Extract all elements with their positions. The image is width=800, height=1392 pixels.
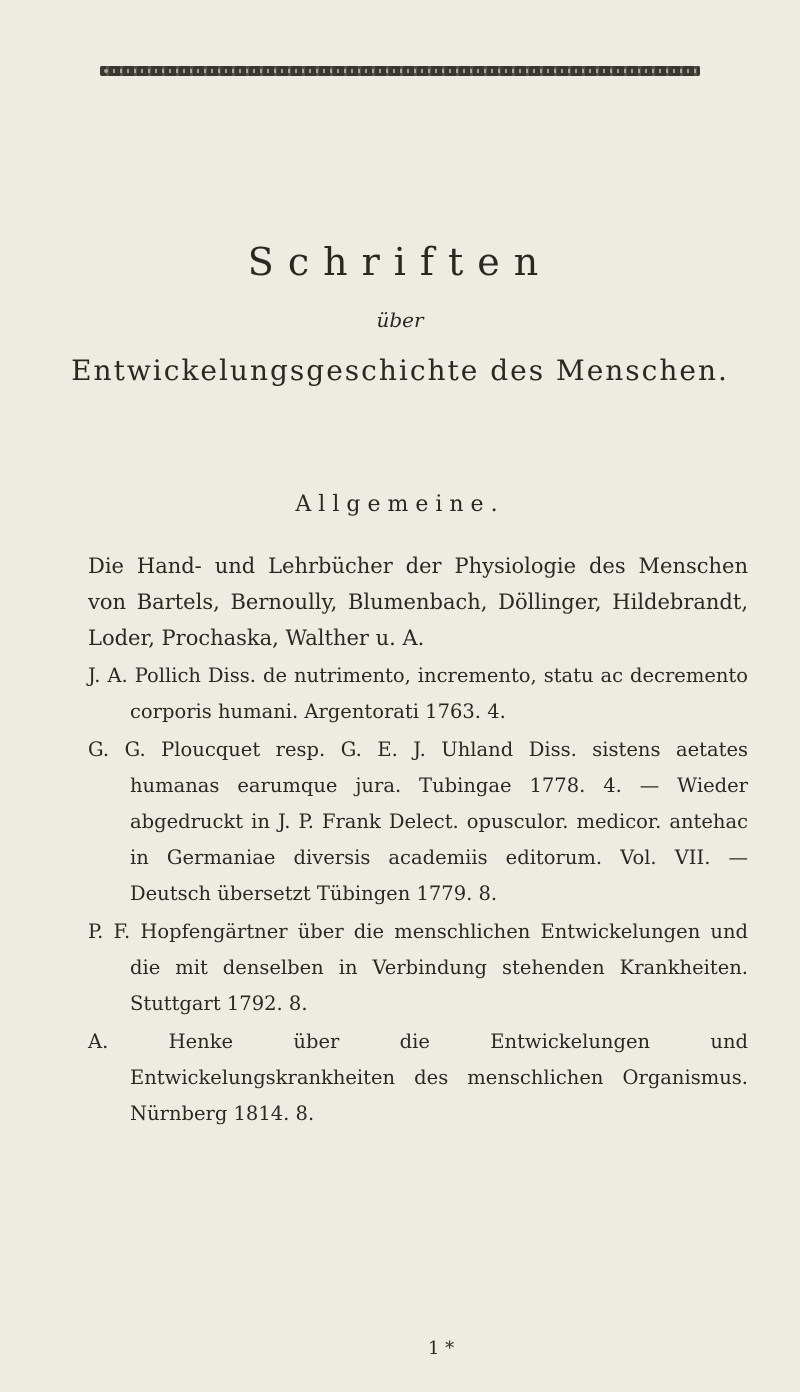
bibliography-entry: G. G. Ploucquet resp. G. E. J. Uhland Diss. sistens aetates humanas earumque jura. Tubingae 1778. 4. — Wieder abgedruckt in J. P. Frank Delect. opusculor. medicor. antehac in Germaniae diversis academiis editorum. Vol. VII. — Deutsch übersetzt Tübingen 1779. 8. xyxy=(88,738,748,905)
section-heading: Allgemeine. xyxy=(295,492,505,517)
bibliography-entry: Die Hand- und Lehrbücher der Physiologie des Menschen von Bartels, Bernoully, Blumenbach, Döllinger, Hildebrandt, Loder, Prochaska, Walther u. A. xyxy=(88,554,748,650)
page-title: Schriften xyxy=(247,240,553,284)
bibliography-list xyxy=(88,548,748,1134)
ornamental-rule xyxy=(100,66,700,76)
bibliography-entry: A. Henke über die Entwickelungen und Entwickelungskrankheiten des menschlichen Organismus. Nürnberg 1814. 8. xyxy=(88,1030,748,1125)
title-connector: über xyxy=(376,308,424,332)
bibliography-entry: P. F. Hopfengärtner über die menschlichen Entwickelungen und die mit denselben in Verbindung stehenden Krankheiten. Stuttgart 1792. 8. xyxy=(88,920,748,1015)
signature-mark: 1 * xyxy=(428,1338,455,1359)
bibliography-entry: J. A. Pollich Diss. de nutrimento, incremento, statu ac decremento corporis humani. Argentorati 1763. 4. xyxy=(88,664,748,723)
page-subtitle: Entwickelungsgeschichte des Menschen. xyxy=(71,354,729,387)
